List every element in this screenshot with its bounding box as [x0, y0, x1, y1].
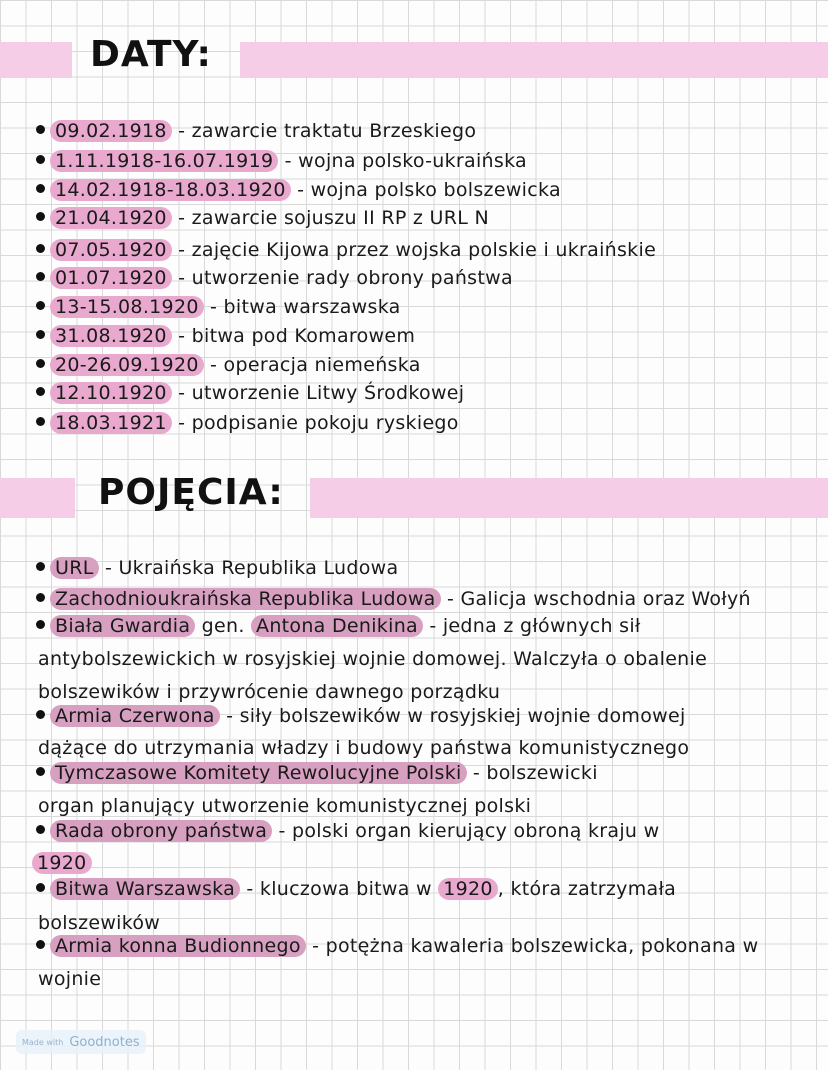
date-highlight: 12.10.1920: [50, 382, 172, 404]
date-row: [36, 177, 561, 203]
date-event: - bitwa pod Komarowem: [171, 325, 416, 347]
term-row: [36, 876, 676, 902]
term-definition: - siły bolszewików w rosyjskiej wojnie domowej: [219, 705, 686, 727]
bullet-icon: [36, 212, 45, 221]
term-connector: gen.: [195, 615, 252, 637]
date-event: - podpisanie pokoju ryskiego: [171, 412, 459, 434]
bullet-icon: [36, 387, 45, 396]
date-row: [36, 380, 464, 406]
date-row: [36, 352, 421, 378]
date-row: [36, 410, 459, 436]
date-row: [36, 294, 401, 320]
watermark-brand: Goodnotes: [69, 1034, 140, 1050]
term-definition-rest: , która zatrzymała: [497, 878, 677, 900]
date-event: - wojna polsko-ukraińska: [278, 150, 527, 172]
term-row: [36, 933, 758, 959]
term-definition: - kluczowa bitwa w: [240, 878, 439, 900]
term-continuation: dążące do utrzymania władzy i budowy państwa komunistycznego: [38, 737, 690, 759]
date-event: - utworzenie Litwy Środkowej: [171, 382, 465, 404]
bullet-icon: [36, 330, 45, 339]
date-event: - utworzenie rady obrony państwa: [171, 267, 513, 289]
year-highlight: 1920: [438, 878, 498, 900]
term-row: [36, 818, 659, 844]
bullet-icon: [36, 417, 45, 426]
term-highlight: URL: [50, 557, 99, 579]
term-continuation: antybolszewickich w rosyjskiej wojnie domowej. Walczyła o obalenie: [38, 648, 708, 670]
term-highlight: Zachodnioukraińska Republika Ludowa: [50, 588, 441, 610]
date-highlight: 20-26.09.1920: [50, 354, 204, 376]
bullet-icon: [36, 155, 45, 164]
date-event: - zawarcie sojuszu II RP z URL N: [171, 207, 489, 229]
date-highlight: 31.08.1920: [50, 325, 172, 347]
date-event: - wojna polsko bolszewicka: [290, 179, 561, 201]
header-band-left-2: [0, 478, 75, 518]
date-row: [36, 148, 527, 174]
term-highlight: Rada obrony państwa: [50, 820, 272, 842]
term-highlight: Armia konna Budionnego: [50, 935, 306, 957]
term-row: [36, 586, 751, 612]
date-event: - zawarcie traktatu Brzeskiego: [171, 120, 477, 142]
term-row: [36, 555, 398, 581]
term-highlight: Tymczasowe Komitety Rewolucyjne Polski: [50, 762, 467, 784]
term-continuation: organ planujący utworzenie komunistycznej polski: [38, 795, 532, 817]
date-highlight: 01.07.1920: [50, 267, 172, 289]
bullet-icon: [36, 883, 45, 892]
date-highlight: 1.11.1918-16.07.1919: [50, 150, 278, 172]
term-continuation: wojnie: [38, 968, 102, 990]
date-row: [36, 323, 415, 349]
term-definition: - bolszewicki: [466, 762, 598, 784]
header-band-right-2: [310, 478, 828, 518]
term-row: [36, 760, 598, 786]
bullet-icon: [36, 620, 45, 629]
date-row: [36, 118, 476, 144]
year-highlight: 1920: [32, 852, 92, 874]
date-highlight: 09.02.1918: [50, 120, 172, 142]
date-highlight: 14.02.1918-18.03.1920: [50, 179, 291, 201]
term-row: [36, 703, 686, 729]
section-title-dates: DATY:: [90, 34, 212, 75]
header-band-left-1: [0, 42, 72, 78]
term-definition: - Ukraińska Republika Ludowa: [98, 557, 399, 579]
bullet-icon: [36, 125, 45, 134]
bullet-icon: [36, 593, 45, 602]
bullet-icon: [36, 272, 45, 281]
bullet-icon: [36, 767, 45, 776]
date-row: [36, 265, 513, 291]
bullet-icon: [36, 244, 45, 253]
date-highlight: 13-15.08.1920: [50, 296, 204, 318]
term-definition: - Galicja wschodnia oraz Wołyń: [440, 588, 751, 610]
date-highlight: 18.03.1921: [50, 412, 172, 434]
date-highlight: 07.05.1920: [50, 239, 172, 261]
term-row: [36, 613, 641, 639]
bullet-icon: [36, 562, 45, 571]
bullet-icon: [36, 940, 45, 949]
bullet-icon: [36, 710, 45, 719]
bullet-icon: [36, 359, 45, 368]
term-highlight: Antona Denikina: [251, 615, 423, 637]
term-highlight: Biała Gwardia: [50, 615, 195, 637]
date-row: [36, 237, 656, 263]
bullet-icon: [36, 301, 45, 310]
term-definition: - potężna kawaleria bolszewicka, pokonana w: [305, 935, 759, 957]
term-continuation: bolszewików: [38, 912, 161, 934]
date-highlight: 21.04.1920: [50, 207, 172, 229]
term-definition: - polski organ kierujący obroną kraju w: [272, 820, 660, 842]
bullet-icon: [36, 825, 45, 834]
bullet-icon: [36, 184, 45, 193]
section-title-terms: POJĘCIA:: [98, 472, 284, 513]
watermark-prefix: Made with: [22, 1037, 64, 1047]
term-highlight: Armia Czerwona: [50, 705, 220, 727]
goodnotes-watermark: [16, 1030, 146, 1054]
term-definition: - jedna z głównych sił: [422, 615, 641, 637]
header-band-right-1: [240, 42, 828, 78]
term-continuation: [32, 850, 92, 876]
term-continuation: bolszewików i przywrócenie dawnego porządku: [38, 681, 501, 703]
term-highlight: Bitwa Warszawska: [50, 878, 240, 900]
date-event: - zajęcie Kijowa przez wojska polskie i ukraińskie: [171, 239, 657, 261]
date-event: - bitwa warszawska: [203, 296, 401, 318]
date-row: [36, 205, 489, 231]
date-event: - operacja niemeńska: [203, 354, 421, 376]
